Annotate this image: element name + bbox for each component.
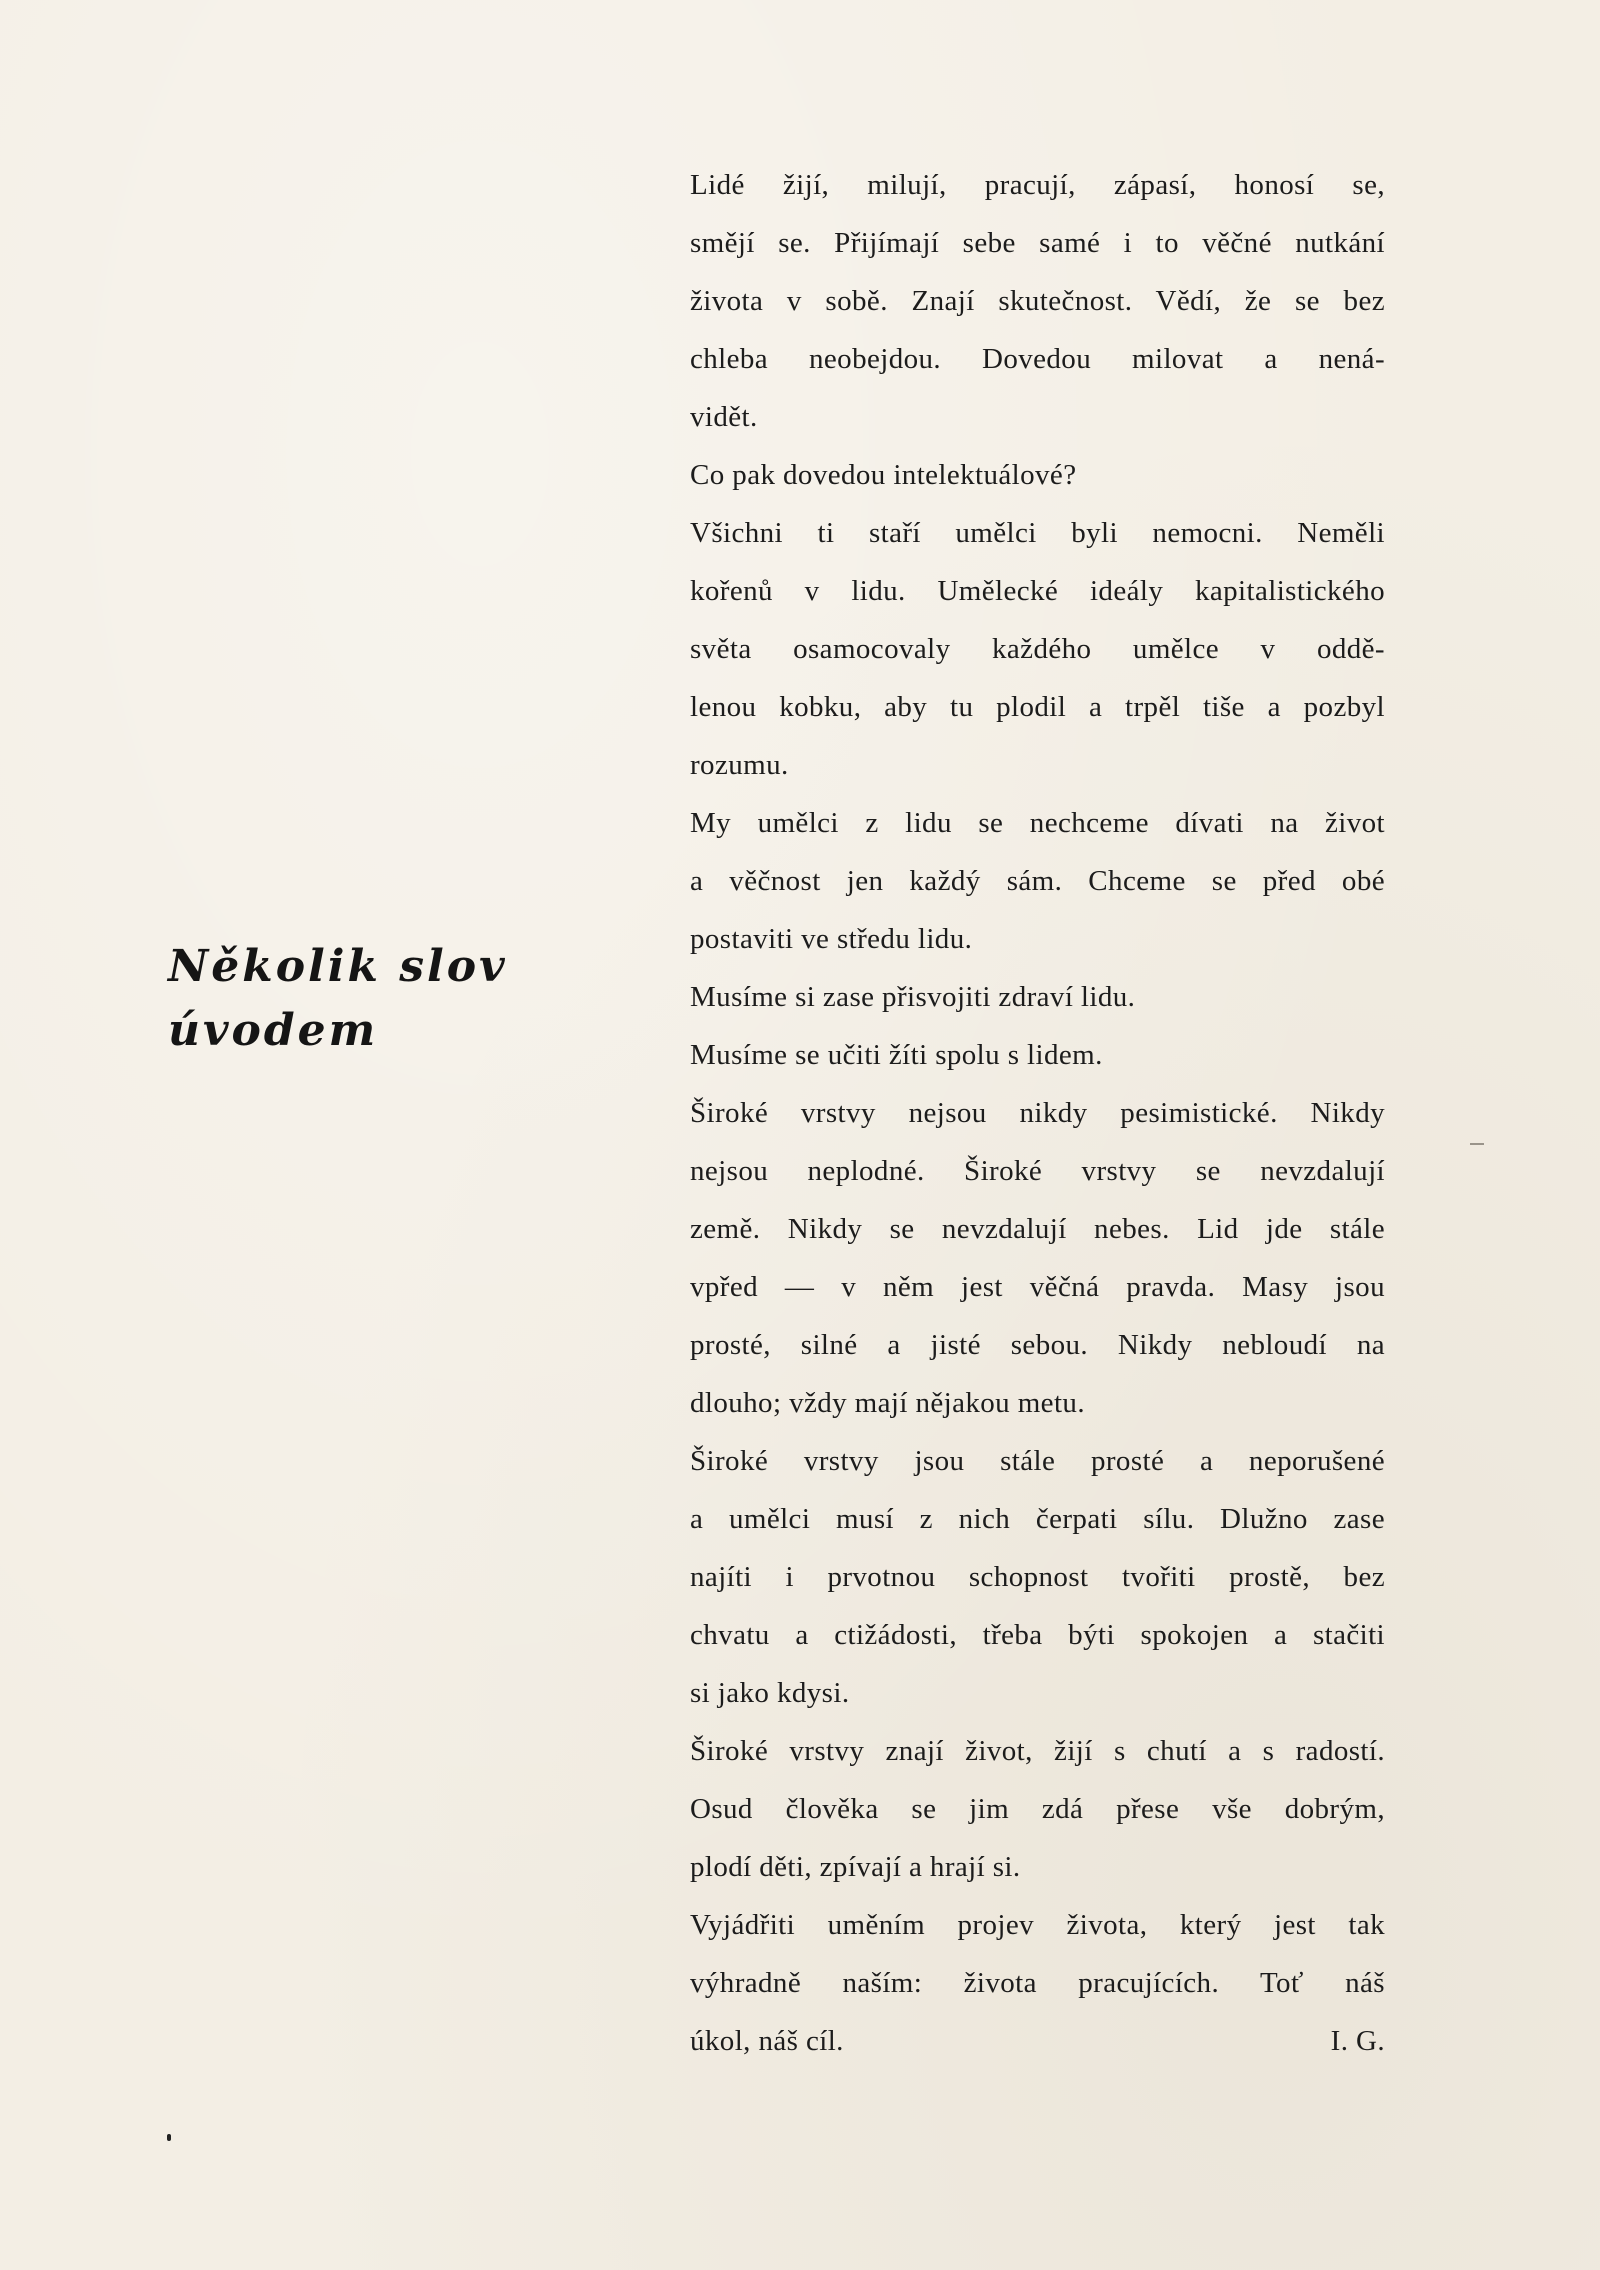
text-line: dlouho; vždy mají nějakou metu.	[690, 1387, 1085, 1419]
closing-line	[690, 2012, 1385, 2070]
text-line: Široké vrstvy jsou stále prosté a neporušené	[690, 1445, 1385, 1477]
signature: I. G.	[1330, 2025, 1385, 2057]
text-line: a věčnost jen každý sám. Chceme se před obé	[690, 865, 1385, 897]
text-line: výhradně naším: života pracujících. Toť náš	[690, 1967, 1385, 1999]
text-line: kořenů v lidu. Umělecké ideály kapitalistického	[690, 575, 1385, 607]
text-line: Musíme si zase přisvojiti zdraví lidu.	[690, 981, 1136, 1013]
text-line: Osud člověka se jim zdá přese vše dobrým,	[690, 1793, 1385, 1825]
text-line: chvatu a ctižádosti, třeba býti spokojen a stačiti	[690, 1619, 1385, 1651]
text-line: světa osamocovaly každého umělce v oddě-	[690, 633, 1385, 665]
text-line: země. Nikdy se nevzdalují nebes. Lid jde stále	[690, 1213, 1385, 1245]
body-text	[690, 156, 1385, 2070]
page-title	[168, 935, 588, 1063]
text-line: Široké vrstvy nejsou nikdy pesimistické. Nikdy	[690, 1097, 1385, 1129]
text-line: chleba neobejdou. Dovedou milovat a nená-	[690, 343, 1385, 375]
text-line: My umělci z lidu se nechceme dívati na život	[690, 807, 1385, 839]
text-line: vpřed — v něm jest věčná pravda. Masy jsou	[690, 1271, 1385, 1303]
text-line: prosté, silné a jisté sebou. Nikdy nebloudí na	[690, 1329, 1385, 1361]
title-line-1: Několik slov	[168, 941, 508, 992]
text-line: Vyjádřiti uměním projev života, který jest tak	[690, 1909, 1385, 1941]
paper-mark	[1470, 1143, 1484, 1145]
text-line: rozumu.	[690, 749, 789, 781]
title-line-2: úvodem	[168, 1005, 379, 1056]
text-line: Lidé žijí, milují, pracují, zápasí, honosí se,	[690, 169, 1385, 201]
text-line: vidět.	[690, 401, 758, 433]
text-line: Široké vrstvy znají život, žijí s chutí a s radostí.	[690, 1735, 1385, 1767]
text-line: najíti i prvotnou schopnost tvořiti prostě, bez	[690, 1561, 1385, 1593]
text-line: Musíme se učiti žíti spolu s lidem.	[690, 1039, 1103, 1071]
text-line: lenou kobku, aby tu plodil a trpěl tiše a pozbyl	[690, 691, 1385, 723]
text-line: nejsou neplodné. Široké vrstvy se nevzdalují	[690, 1155, 1385, 1187]
text-line: si jako kdysi.	[690, 1677, 850, 1709]
text-line: smějí se. Přijímají sebe samé i to věčné nutkání	[690, 227, 1385, 259]
text-line: a umělci musí z nich čerpati sílu. Dlužno zase	[690, 1503, 1385, 1535]
closing-text: úkol, náš cíl.	[690, 2025, 844, 2057]
text-line: Všichni ti staří umělci byli nemocni. Neměli	[690, 517, 1385, 549]
ink-speck	[167, 2134, 171, 2141]
text-line: postaviti ve středu lidu.	[690, 923, 973, 955]
text-line: života v sobě. Znají skutečnost. Vědí, že se bez	[690, 285, 1385, 317]
text-line: plodí děti, zpívají a hrají si.	[690, 1851, 1021, 1883]
text-line: Co pak dovedou intelektuálové?	[690, 459, 1077, 491]
